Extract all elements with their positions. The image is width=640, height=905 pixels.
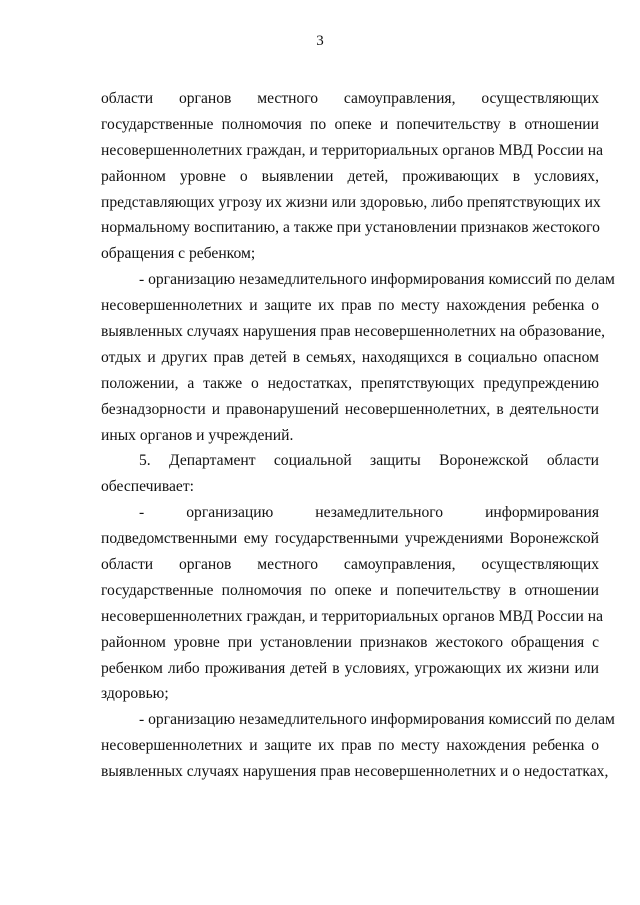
text-line: государственные полномочия по опеке и попечительству в отношении (101, 581, 599, 599)
text-line: несовершеннолетних и защите их прав по месту нахождения ребенка о (101, 737, 599, 755)
text-line: положении, а также о недостатках, препятствующих предупреждению (101, 374, 599, 392)
text-line: районном уровне при установлении признаков жестокого обращения с (101, 633, 599, 651)
text-line: иных органов и учреждений. (101, 426, 294, 444)
page-number: 3 (316, 33, 324, 49)
text-line: несовершеннолетних и защите их прав по месту нахождения ребенка о (101, 297, 599, 315)
text-line: - организацию незамедлительного информирования комиссий по делам (139, 711, 615, 729)
text-line: безнадзорности и правонарушений несовершеннолетних, в деятельности (101, 400, 599, 418)
text-line: выявленных случаях нарушения прав несовершеннолетних и о недостатках, (101, 763, 609, 781)
text-line: районном уровне о выявлении детей, проживающих в условиях, (101, 167, 599, 185)
text-line: обращения с ребенком; (101, 245, 256, 263)
text-line: представляющих угрозу их жизни или здоровью, либо препятствующих их (101, 193, 601, 211)
text-line: подведомственными ему государственными учреждениями Воронежской (101, 530, 599, 548)
text-line: несовершеннолетних граждан, и территориальных органов МВД России на (101, 141, 603, 159)
text-line: ребенком либо проживания детей в условиях, угрожающих их жизни или (101, 659, 599, 677)
text-line: отдых и других прав детей в семьях, находящихся в социально опасном (101, 348, 599, 366)
text-line: нормальному воспитанию, а также при установлении признаков жестокого (101, 219, 600, 237)
text-line: выявленных случаях нарушения прав несовершеннолетних на образование, (101, 323, 606, 341)
text-line: государственные полномочия по опеке и попечительству в отношении (101, 115, 599, 133)
text-line: области органов местного самоуправления, осуществляющих (101, 90, 599, 107)
text-line: области органов местного самоуправления, осуществляющих (101, 556, 599, 574)
text-line: - организацию незамедлительного информирования комиссий по делам (139, 271, 615, 289)
text-line: - организацию незамедлительного информирования (139, 504, 599, 522)
document-body (101, 86, 615, 785)
text-line: несовершеннолетних граждан, и территориальных органов МВД России на (101, 607, 603, 625)
text-line: обеспечивает: (101, 478, 194, 496)
text-line: здоровью; (101, 685, 169, 703)
text-line: 5. Департамент социальной защиты Воронежской области (139, 452, 599, 470)
